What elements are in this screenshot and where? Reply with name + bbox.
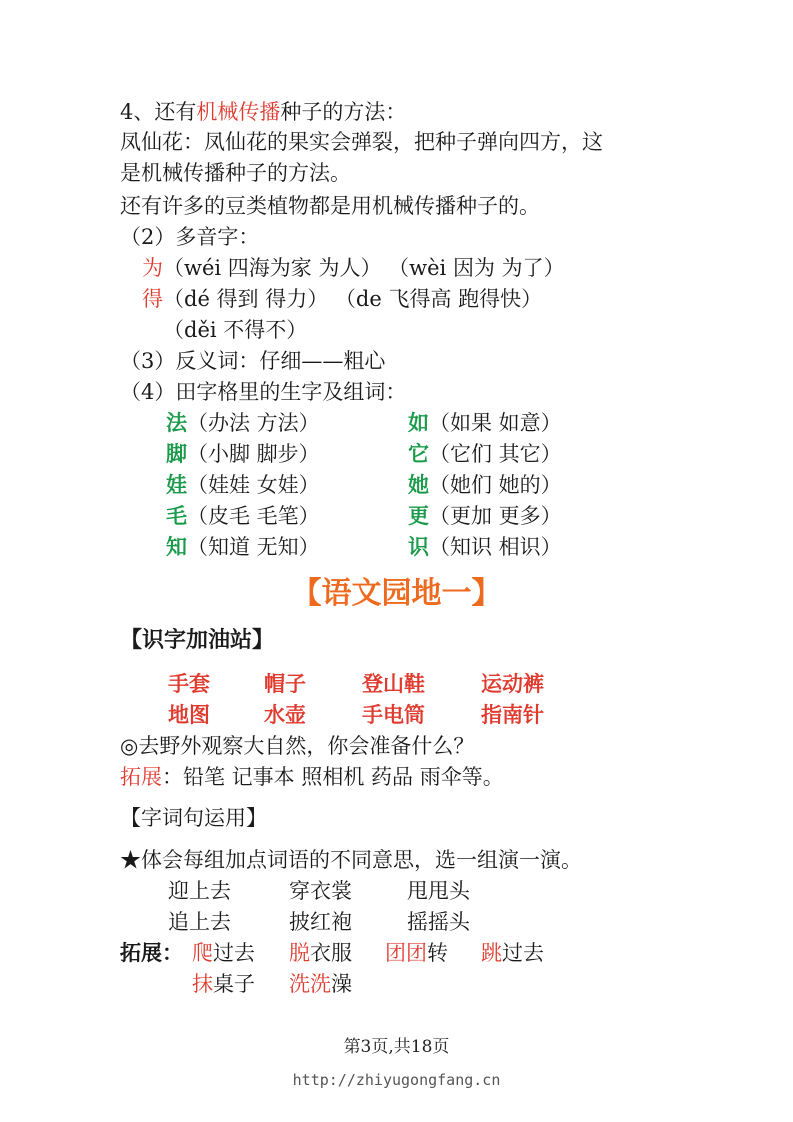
impatiens-line: 凤仙花：凤仙花的果实会弹裂，把种子弹向四方，这 [120, 130, 603, 154]
impatiens-line-2: 是机械传播种子的方法。 [120, 161, 351, 185]
usage-word: 迎上去 [168, 879, 231, 903]
grid-item: 毛（皮毛 毛笔） [166, 503, 320, 528]
literacy-extend: 拓展：铅笔 记事本 照相机 药品 雨伞等。 [120, 765, 504, 789]
grid-item: 脚（小脚 脚步） [166, 441, 320, 466]
usage-extend-word: 爬过去 [192, 941, 255, 965]
grid-item: 更（更加 更多） [408, 503, 562, 528]
usage-extend-word: 洗洗澡 [289, 972, 352, 996]
literacy-word: 手套 [168, 671, 210, 696]
grid-item: 娃（娃娃 女娃） [166, 472, 320, 497]
polyphone-heading: （2）多音字： [120, 225, 260, 249]
literacy-word: 水壶 [264, 702, 306, 727]
legume-line: 还有许多的豆类植物都是用机械传播种子的。 [120, 194, 540, 218]
usage-word: 追上去 [168, 910, 231, 934]
literacy-word: 指南针 [481, 702, 544, 727]
usage-extend-word: 跳过去 [481, 941, 544, 965]
grid-item: 知（知道 无知） [166, 534, 320, 559]
grid-item: 她（她们 她的） [408, 472, 562, 497]
grid-item: 识（知识 相识） [408, 534, 562, 559]
section-title: 【语文园地一】 [291, 576, 502, 611]
usage-extend-word: 团团转 [385, 941, 448, 965]
usage-extend-word: 抹桌子 [192, 972, 255, 996]
literacy-word: 手电筒 [362, 702, 425, 727]
usage-extend-label: 拓展： [120, 940, 183, 965]
usage-extend-word: 脱衣服 [289, 941, 352, 965]
source-url[interactable]: http://zhiyugongfang.cn [292, 1071, 501, 1089]
literacy-word: 运动裤 [481, 671, 544, 696]
literacy-word: 帽子 [264, 671, 306, 696]
literacy-word: 登山鞋 [362, 671, 425, 696]
literacy-word: 地图 [168, 702, 210, 727]
usage-word: 披红袍 [289, 910, 352, 934]
mechanical-spread-highlight: 机械传播 [196, 100, 281, 124]
usage-word: 甩甩头 [407, 879, 470, 903]
page-number: 第3页,共18页 [343, 1037, 450, 1057]
polyphone-wei: 为（wéi 四海为家 为人） （wèi 因为 为了） [142, 256, 565, 280]
usage-word: 摇摇头 [407, 910, 470, 934]
antonym-line: （3）反义词：仔细——粗心 [120, 349, 386, 373]
extend-label: 拓展 [120, 765, 162, 789]
usage-word: 穿衣裳 [289, 879, 352, 903]
polyphone-dei: （děi 不得不） [163, 318, 308, 342]
grid-item: 法（办法 方法） [166, 410, 320, 435]
literacy-heading: 【识字加油站】 [120, 627, 275, 653]
usage-heading: 【字词句运用】 [120, 806, 267, 830]
polyphone-char-de: 得 [142, 287, 163, 311]
polyphone-char-wei: 为 [142, 256, 163, 280]
grid-heading: （4）田字格里的生字及组词： [120, 380, 407, 404]
usage-task: ★体会每组加点词语的不同意思，选一组演一演。 [120, 848, 582, 872]
literacy-question: ◎去野外观察大自然，你会准备什么？ [120, 734, 475, 758]
section4-heading: 4、还有机械传播种子的方法： [120, 100, 407, 124]
grid-item: 如（如果 如意） [408, 410, 562, 435]
grid-item: 它（它们 其它） [408, 441, 562, 466]
polyphone-de: 得（dé 得到 得力） （de 飞得高 跑得快） [142, 287, 543, 311]
